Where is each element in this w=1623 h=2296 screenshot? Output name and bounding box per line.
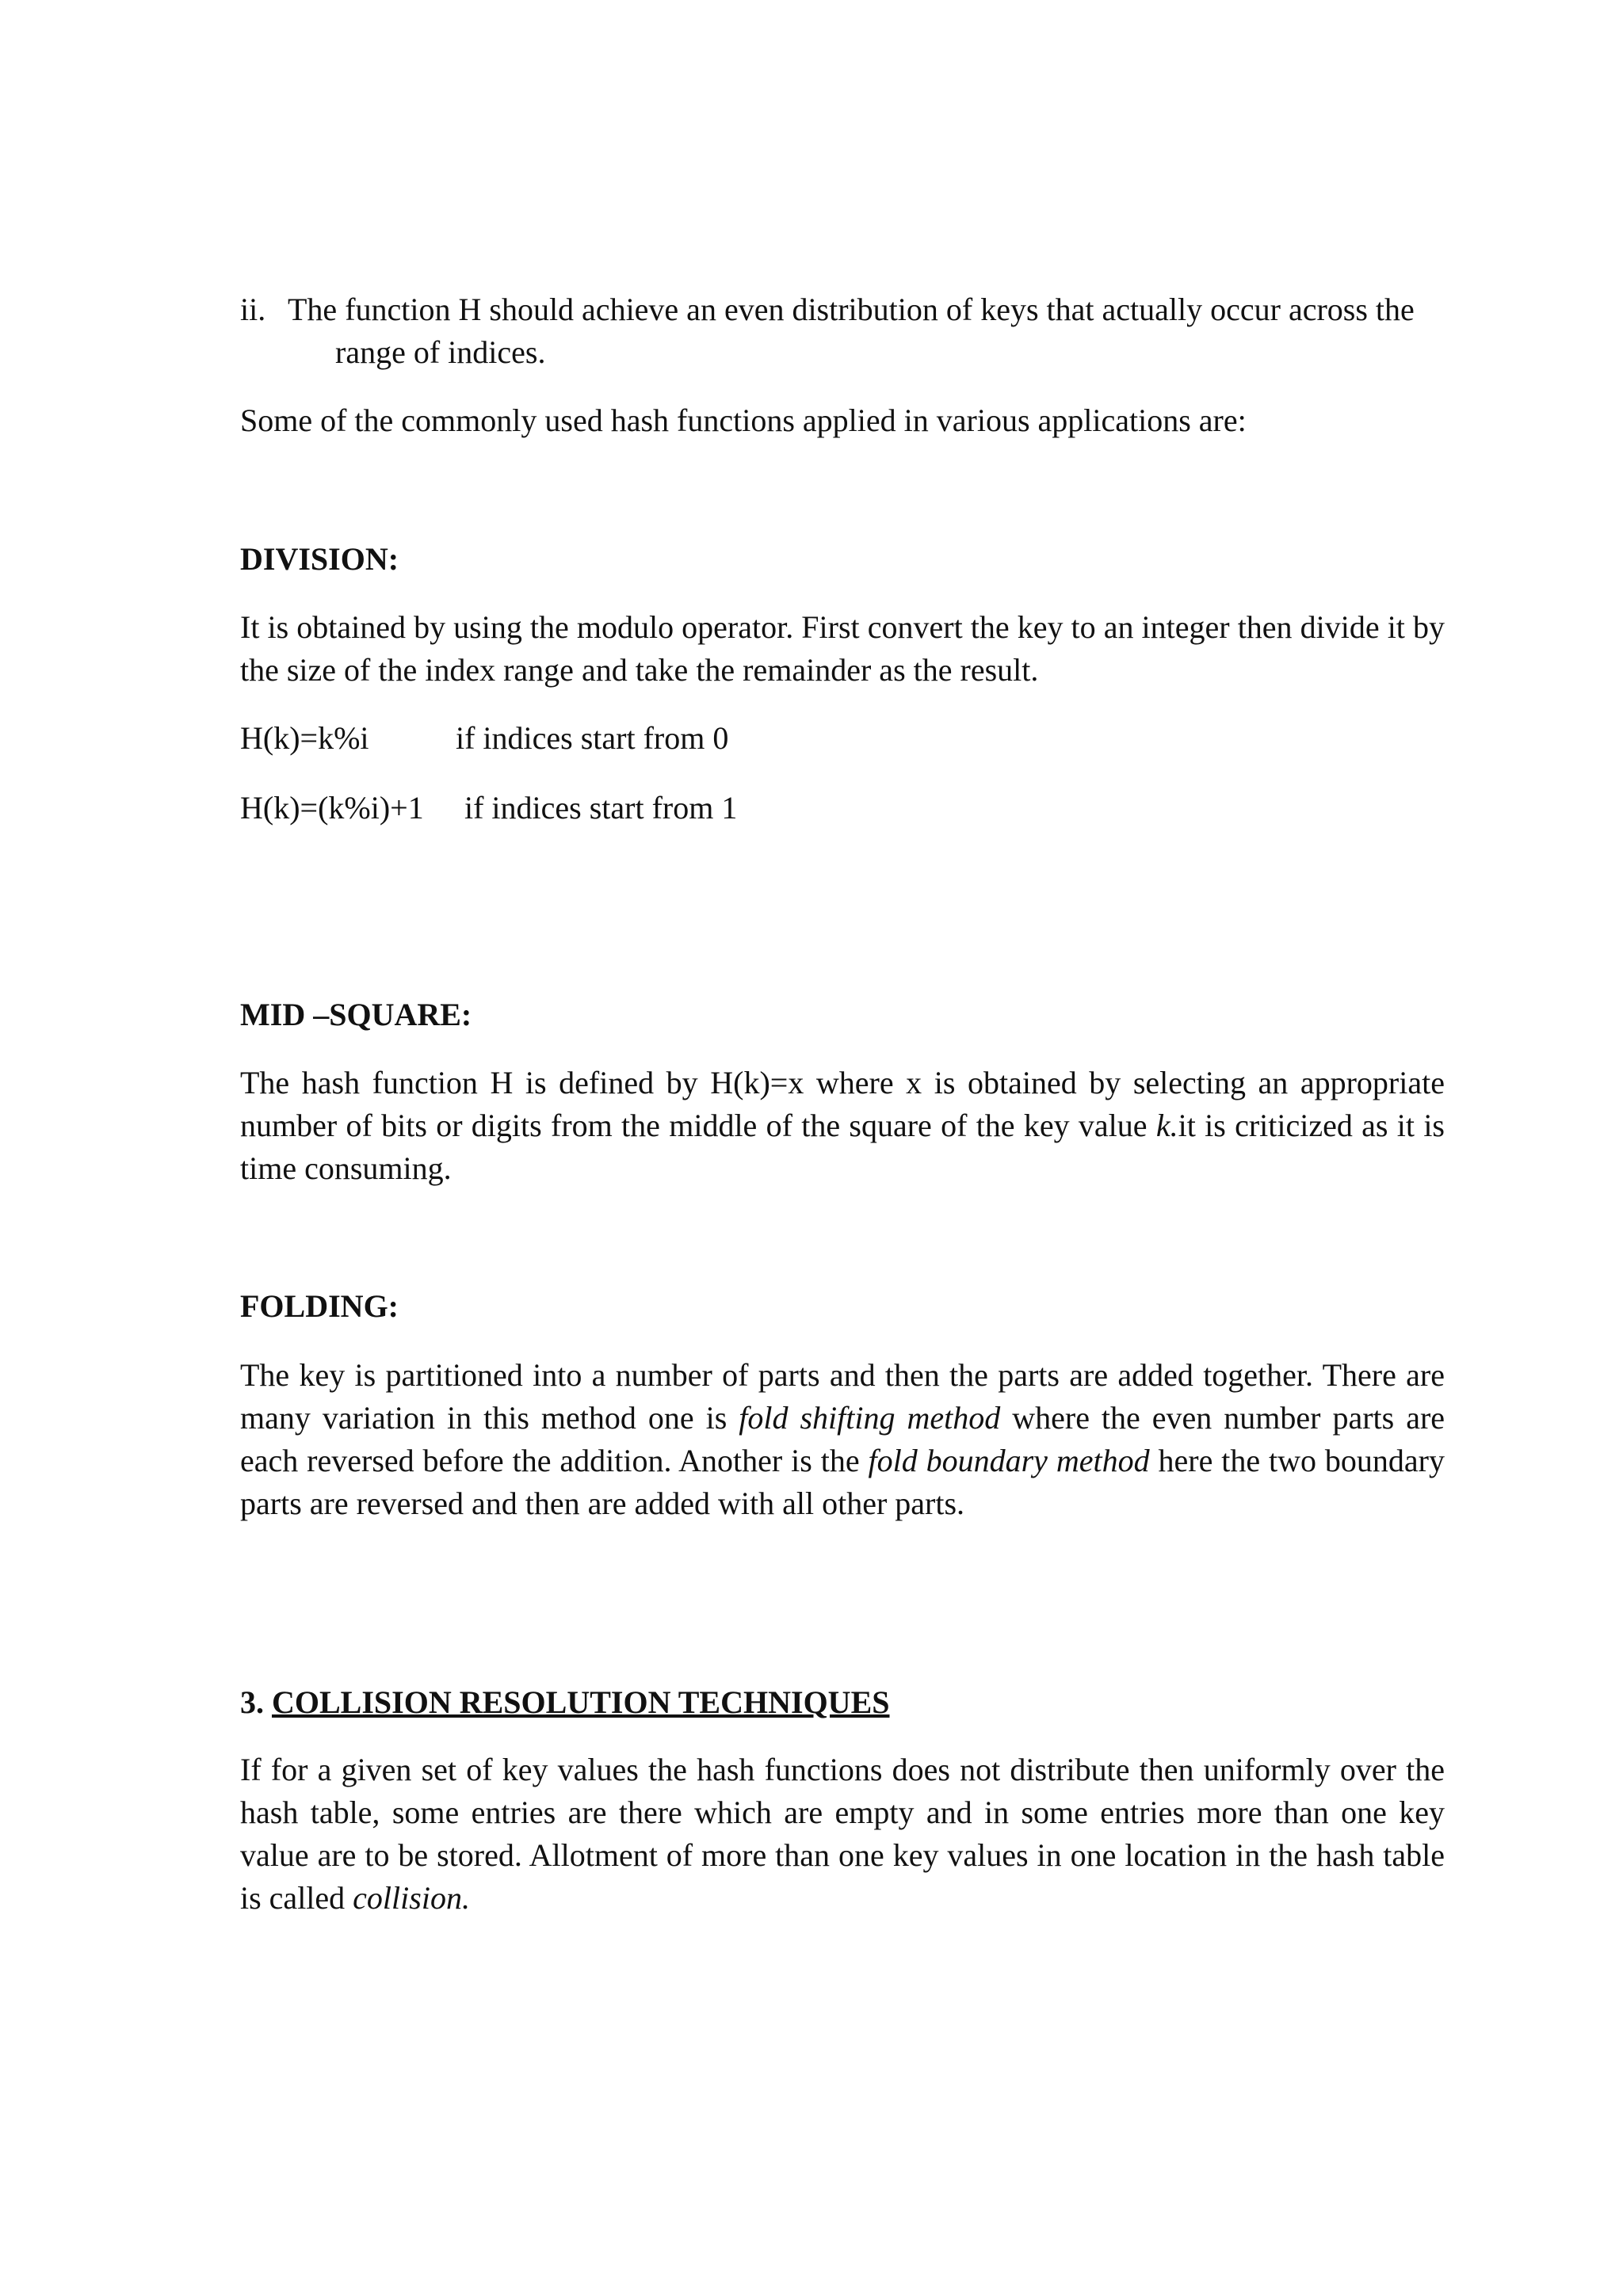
list-item-text-line1: The function H should achieve an even distribution of keys that actually occur across the — [288, 292, 1415, 327]
formula-mod: H(k)=k%i — [240, 720, 369, 756]
collision-italic: collision. — [353, 1880, 470, 1916]
condition-start-0: if indices start from 0 — [456, 720, 729, 756]
list-item-text-line2: range of indices. — [335, 334, 546, 370]
mid-square-paragraph — [240, 1062, 1445, 1190]
mid-square-text-2: it is criticized as it is time consuming. — [240, 1108, 1445, 1186]
mid-square-heading: MID –SQUARE: — [240, 997, 472, 1032]
list-item-number: ii. — [240, 292, 266, 327]
division-formula-row-1 — [240, 717, 795, 760]
intro-text: Some of the commonly used hash functions applied in various applications are: — [240, 402, 1247, 438]
mid-square-text-1: The hash function H is defined by H(k)=x where x is obtained by selecting an appropriate number of bits or digits from the middle of the square of the key value — [240, 1065, 1445, 1143]
folding-paragraph — [240, 1354, 1445, 1525]
collision-heading — [240, 1681, 1445, 1724]
division-heading: DIVISION: — [240, 541, 399, 577]
formula-mod-plus-one: H(k)=(k%i)+1 — [240, 790, 424, 826]
fold-boundary-italic: fold boundary method — [868, 1443, 1150, 1478]
collision-heading-title: COLLISION RESOLUTION TECHNIQUES — [272, 1684, 890, 1720]
folding-text-2: where the even number parts are each reversed before the addition. Another is the — [240, 1400, 1445, 1478]
list-item-ii — [240, 288, 1445, 331]
collision-heading-number: 3. — [240, 1684, 264, 1720]
mid-square-key-italic: k. — [1155, 1108, 1178, 1143]
collision-paragraph — [240, 1749, 1445, 1920]
fold-shifting-italic: fold shifting method — [739, 1400, 1001, 1436]
condition-start-1: if indices start from 1 — [464, 790, 738, 826]
division-formula-row-2 — [240, 787, 795, 830]
folding-text-3: here the two boundary parts are reversed and then are added with all other parts. — [240, 1443, 1445, 1521]
collision-text: If for a given set of key values the hash functions does not distribute then uniformly over the hash table, some entries are there which are empty and in some entries more than one key value are to be stored. Allotment of more than one key values in one location in the hash table is called — [240, 1752, 1445, 1916]
folding-heading: FOLDING: — [240, 1288, 399, 1324]
folding-text-1: The key is partitioned into a number of parts and then the parts are added together. There are many variation in this method one is — [240, 1357, 1445, 1436]
division-paragraph: It is obtained by using the modulo operator. First convert the key to an integer then divide it by the size of the index range and take the remainder as the result. — [240, 609, 1445, 688]
